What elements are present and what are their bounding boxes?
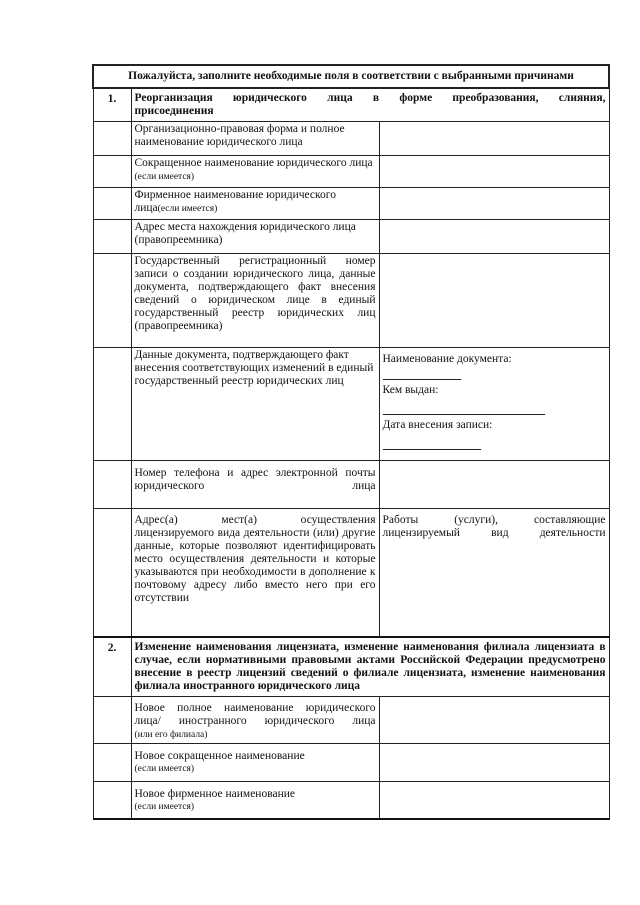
table-row [93, 122, 609, 156]
issued-by-input[interactable] [383, 403, 545, 415]
form-header: Пожалуйста, заполните необходимые поля в соответствии с выбранными причинами [93, 65, 609, 88]
form-table [92, 64, 610, 820]
field-label-address: Адрес места нахождения юридического лица (правопреемника) [131, 220, 379, 254]
section-1-header [93, 88, 609, 122]
field-value-change-document [379, 348, 609, 461]
field-value-short-name[interactable] [379, 156, 609, 188]
table-row [93, 509, 609, 637]
field-value-address[interactable] [379, 220, 609, 254]
table-row [93, 254, 609, 348]
entry-date-label: Дата внесения записи: [382, 419, 493, 431]
field-value-full-name[interactable] [379, 122, 609, 156]
table-row [93, 696, 609, 743]
section-2-title: Изменение наименования лицензиата, изменение наименования филиала лицензиата в случае, если нормативными правовыми актами Российской Федерации предусмотрено внесение в реестр лицензий сведений о филиале лицензиата, изменение наименования филиала иностранного юридического лица [131, 637, 609, 697]
doc-name-label: Наименование документа: [382, 353, 512, 365]
entry-date-input[interactable] [383, 438, 481, 450]
table-row [93, 220, 609, 254]
field-label-new-short-name: Новое сокращенное наименование (если имеется) [131, 743, 379, 781]
table-row [93, 156, 609, 188]
table-row [93, 781, 609, 819]
section-1-number: 1. [93, 88, 131, 122]
field-label-new-brand-name: Новое фирменное наименование (если имеется) [131, 781, 379, 819]
field-value-brand-name[interactable] [379, 188, 609, 220]
table-row [93, 348, 609, 461]
issued-by-label: Кем выдан: [382, 384, 439, 396]
field-value-new-full-name[interactable] [379, 696, 609, 743]
section-1-title: Реорганизация юридического лица в форме преобразования, слияния, присоединения [131, 88, 609, 122]
form-header-row [93, 65, 609, 88]
doc-name-input[interactable] [383, 368, 461, 380]
field-label-change-document: Данные документа, подтверждающего факт внесения соответствующих изменений в единый государственный реестр юридических лиц [131, 348, 379, 461]
table-row [93, 188, 609, 220]
field-label-short-name: Сокращенное наименование юридического лица (если имеется) [131, 156, 379, 188]
field-value-new-brand-name[interactable] [379, 781, 609, 819]
field-label-contacts: Номер телефона и адрес электронной почты юридического лица [131, 461, 379, 509]
application-form [92, 64, 608, 820]
field-value-new-short-name[interactable] [379, 743, 609, 781]
field-value-contacts[interactable] [379, 461, 609, 509]
section-2-header [93, 637, 609, 697]
section-2-number: 2. [93, 637, 131, 697]
field-value-registration-number[interactable] [379, 254, 609, 348]
field-label-activity-addresses: Адрес(а) мест(а) осуществления лицензируемого вида деятельности (или) другие данные, которые позволяют идентифицировать место осуществления деятельности и которые указываются при необходимости в дополнение к почтовому адресу либо вместо него при его отсутствии [131, 509, 379, 637]
field-label-new-full-name: Новое полное наименование юридического лица/ иностранного юридического лица (или его филиала) [131, 696, 379, 743]
field-label-full-name: Организационно-правовая форма и полное наименование юридического лица [131, 122, 379, 156]
works-label: Работы (услуги), составляющие лицензируемый вид деятельности [379, 509, 609, 637]
field-label-brand-name: Фирменное наименование юридического лица(если имеется) [131, 188, 379, 220]
table-row [93, 743, 609, 781]
table-row [93, 461, 609, 509]
field-label-registration-number: Государственный регистрационный номер записи о создании юридического лица, данные документа, подтверждающего факт внесения сведений о юридическом лице в единый государственный реестр юридических лиц (правопреемника) [131, 254, 379, 348]
